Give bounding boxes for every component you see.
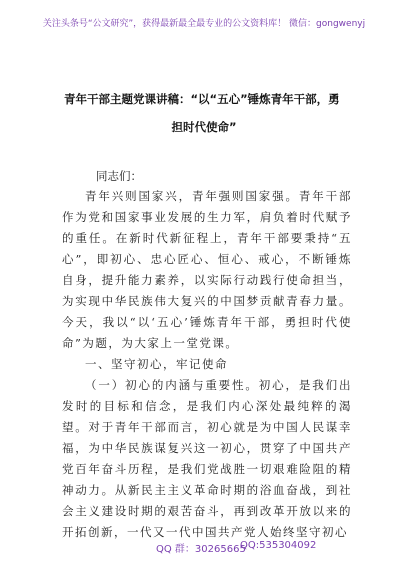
salutation: 同志们： bbox=[96, 169, 142, 183]
paragraph-section-1: （一）初心的内涵与重要性。初心，是我们出发时的目标和信念，是我们内心深处最纯粹的渴望。对于青年干部而言，初心就是为中国人民谋幸福，为中华民族谋复兴这一初心，贯穿了中国共产党百年奋斗历程，是我们党战胜一切艰难险阻的精神动力。从新民主主义革命时期的浴血奋战，到社会主义建设时期的艰苦奋斗，再到改革开放以来的开拓创新，一代又一代中国共产党人始终坚守初心 bbox=[62, 378, 352, 539]
paragraph-intro: 青年兴则国家兴，青年强则国家强。青年干部作为党和国家事业发展的生力军，肩负着时代赋予的重任。在新时代新征程上，青年干部要秉持“五心”，即初心、忠心匠心、恒心、戒心，不断锤炼自身，提升能力素养，以实际行动践行使命担当，为实现中华民族伟大复兴的中国梦贡献青春力量。今天，我以“以‘五心’锤炼青年干部，勇担时代使命”为题，为大家上一堂党课。 bbox=[62, 189, 352, 350]
footer-qq-number: QQ:535304092 bbox=[240, 540, 317, 551]
section-heading-1: 一、坚守初心，牢记使命 bbox=[85, 357, 228, 371]
document-title-line-2: 担时代使命” bbox=[171, 120, 237, 134]
document-title-line-1: 青年干部主题党课讲稿：“以“五心”锤炼青年干部，勇 bbox=[64, 92, 340, 106]
top-notice: 关注头条号“公文研究”，获得最新最全最专业的公文资料库！ 微信：gongwenyj bbox=[42, 19, 366, 29]
footer-qq-group: QQ 群：30265665 bbox=[156, 544, 246, 555]
document-body bbox=[62, 186, 352, 543]
